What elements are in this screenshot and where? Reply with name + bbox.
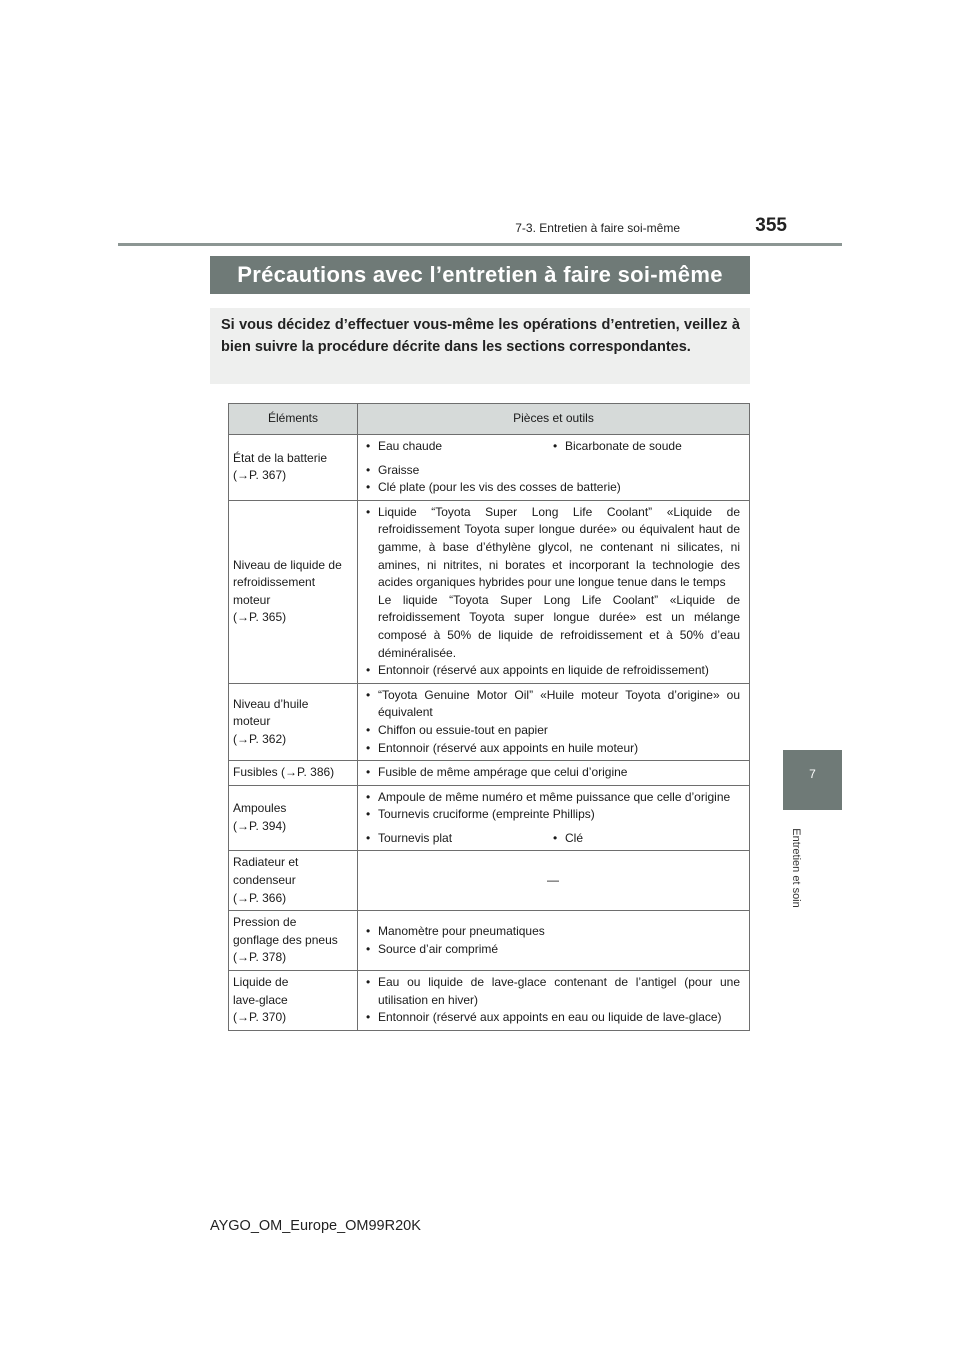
item-cell (229, 971, 358, 1031)
item-line: lave-glace (233, 992, 288, 1007)
item-ref: (→P. 378) (233, 950, 287, 965)
item-line: Ampoules (233, 801, 287, 816)
table-row (229, 683, 750, 760)
item-line: Niveau de liquide de (233, 557, 342, 572)
parts-cell-empty: — (358, 851, 750, 911)
bullet-list (366, 974, 740, 1027)
table-header-row (229, 404, 750, 435)
item-ref: (→P. 365) (233, 610, 287, 625)
page-title: Précautions avec l’entretien à faire soi-même (210, 256, 750, 294)
list-item: • Clé plate (pour les vis des cosses de batterie) (366, 479, 740, 497)
parts-cell (358, 435, 750, 501)
item-cell (229, 851, 358, 911)
item-ref: (→P. 394) (233, 819, 287, 834)
list-item: • Fusible de même ampérage que celui d’origine (366, 764, 740, 782)
item-line: Niveau d’huile (233, 696, 309, 711)
item-line: Radiateur et (233, 855, 299, 870)
item-cell (229, 683, 358, 760)
list-item: • Source d’air comprimé (366, 941, 740, 959)
item-line: moteur (233, 714, 271, 729)
header-parts-tools: Pièces et outils (358, 404, 750, 435)
list-item (366, 504, 740, 662)
list-item: • Entonnoir (réservé aux appoints en eau ou liquide de lave-glace) (366, 1009, 740, 1027)
parts-cell (358, 500, 750, 683)
item-line: Fusibles (→P. 386) (233, 765, 335, 780)
list-item: • Ampoule de même numéro et même puissance que celle d’origine (366, 789, 740, 807)
item-line: moteur (233, 592, 271, 607)
list-item: • Eau ou liquide de lave-glace contenant de l’antigel (pour une utilisation en hiver) (366, 974, 740, 1009)
list-item: • Bicarbonate de soude (553, 438, 740, 456)
parts-cell (358, 683, 750, 760)
item-cell (229, 435, 358, 501)
chapter-label (788, 813, 804, 923)
table-row (229, 971, 750, 1031)
header-rule (118, 243, 842, 246)
item-line: condenseur (233, 873, 296, 888)
list-item: • Manomètre pour pneumatiques (366, 923, 740, 941)
table-row (229, 785, 750, 851)
item-ref: (→P. 366) (233, 890, 287, 905)
list-item: • “Toyota Genuine Motor Oil” «Huile moteur Toyota d’origine» ou équivalent (366, 687, 740, 722)
table-row (229, 851, 750, 911)
item-cell (229, 500, 358, 683)
parts-cell (358, 761, 750, 786)
chapter-tab: 7 (783, 750, 842, 810)
item-line: Pression de (233, 915, 297, 930)
tools-table (228, 403, 750, 1031)
item-ref: (→P. 367) (233, 468, 287, 483)
table-row (229, 435, 750, 501)
parts-cell (358, 971, 750, 1031)
bullet-list (366, 923, 740, 958)
page-number: 355 (755, 215, 787, 236)
header-elements: Éléments (229, 404, 358, 435)
document-code: AYGO_OM_Europe_OM99R20K (210, 1218, 421, 1234)
list-item: • Tournevis cruciforme (empreinte Phillips) (366, 806, 740, 824)
item-line: gonflage des pneus (233, 932, 338, 947)
bullet-list (366, 462, 740, 497)
list-item: • Clé (553, 830, 740, 848)
parts-cell (358, 785, 750, 851)
bullet-list (366, 789, 740, 824)
section-header: 7-3. Entretien à faire soi-même (515, 221, 680, 235)
list-item: • Tournevis plat (366, 830, 553, 848)
item-cell (229, 785, 358, 851)
item-cell (229, 911, 358, 971)
intro-box (210, 308, 750, 384)
bullet-list (366, 687, 740, 757)
table-row (229, 911, 750, 971)
list-item: • Entonnoir (réservé aux appoints en huile moteur) (366, 740, 740, 758)
intro-text: Si vous décidez d’effectuer vous-même les opérations d’entretien, veillez à bien suivre la procédure décrite dans les sections correspondantes. (221, 317, 740, 355)
table-row (229, 761, 750, 786)
list-item: • Graisse (366, 462, 740, 480)
item-line: État de la batterie (233, 450, 328, 465)
table-row (229, 500, 750, 683)
parts-cell (358, 911, 750, 971)
list-item: • Entonnoir (réservé aux appoints en liquide de refroidissement) (366, 662, 740, 680)
item-line: refroidissement (233, 575, 316, 590)
chapter-label-text: Entretien et soin (790, 828, 802, 908)
list-item-note: Le liquide “Toyota Super Long Life Coolant” «Liquide de refroidissement Toyota super longue durée» est un mélange composé à 50% de liquide de refroidissement et à 50% d’eau déminéralisée. (378, 592, 740, 660)
list-item: • Chiffon ou essuie-tout en papier (366, 722, 740, 740)
bullet-list (366, 764, 740, 782)
item-ref: (→P. 362) (233, 731, 287, 746)
item-line: Liquide de (233, 975, 289, 990)
item-ref: (→P. 370) (233, 1010, 287, 1025)
bullet-pair (366, 438, 740, 456)
bullet-pair (366, 830, 740, 848)
list-item-text: Liquide “Toyota Super Long Life Coolant” «Liquide de refroidissement Toyota super longue durée» ou équivalent haut de gamme, à base d’éthylène glycol, ne contenant ni silicates, ni amines, ni nitrites, ni borates et incorporant la technologie des acides organiques hybrides pour une longue tenue dans le temps (378, 504, 740, 590)
bullet-list (366, 504, 740, 680)
list-item: • Eau chaude (366, 438, 553, 456)
item-cell (229, 761, 358, 786)
